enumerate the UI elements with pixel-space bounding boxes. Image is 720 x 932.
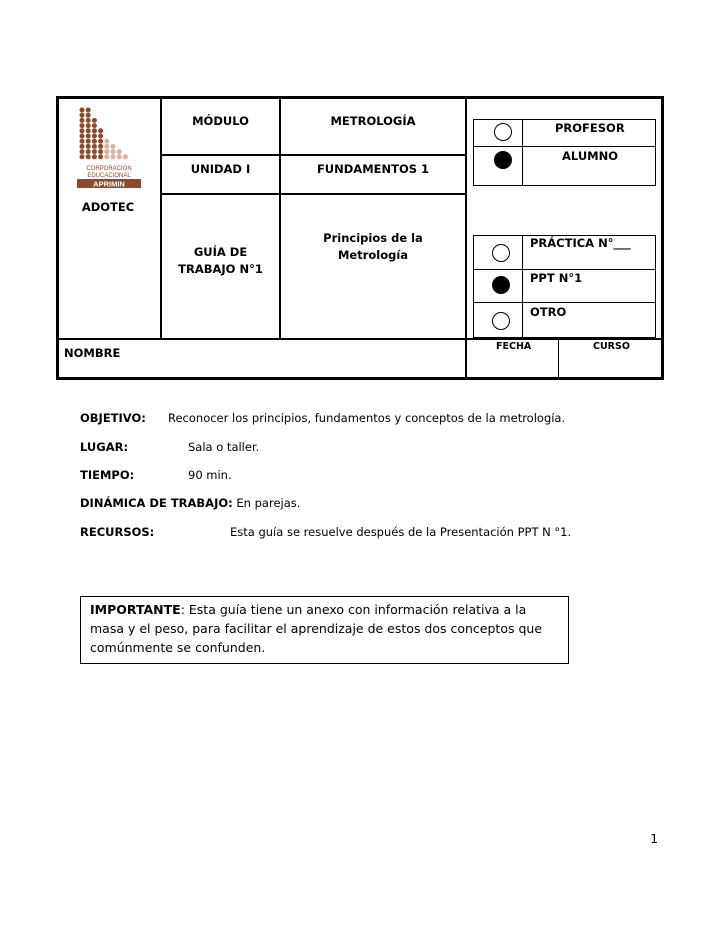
logo-dot [92,134,97,139]
logo-dot [86,139,91,144]
grid-line [160,154,466,156]
logo-dot [98,139,103,144]
org-name: ADOTEC [81,200,135,214]
guia-value-line2: Metrología [337,248,409,262]
fecha-label: FECHA [496,341,532,352]
logo-dot [86,123,91,128]
logo-dot [86,108,91,113]
logo-dot [123,154,128,159]
grid-line [473,146,656,147]
modulo-label: MÓDULO [192,114,249,128]
aprimin-logo [76,106,142,190]
logo-dot [80,123,85,128]
logo-dot [80,139,85,144]
lugar-value: Sala o taller. [188,440,260,454]
grid-line [473,302,656,303]
practica-label: PRÁCTICA N°___ [530,236,631,250]
otro-radio[interactable] [492,312,510,330]
dinamica-row [80,496,300,510]
logo-dot [98,134,103,139]
tiempo-label: TIEMPO: [80,468,135,482]
logo-dot [86,113,91,118]
logo-text-3: APRIMIN [93,179,125,189]
important-text: : Esta guía tiene un anexo con información relativa a la masa y el peso, para facilitar el aprendizaje de estos dos conceptos que comúnmente se confunden. [90,602,543,655]
alumno-radio[interactable] [494,151,512,169]
page-number: 1 [650,832,658,846]
objetivo-label: OBJETIVO: [80,411,146,425]
logo-dot [111,149,116,154]
otro-label: OTRO [530,305,567,319]
practica-radio[interactable] [492,244,510,262]
logo-dot [92,144,97,149]
logo-dot [92,154,97,159]
unidad-value: FUNDAMENTOS 1 [316,162,430,176]
alumno-label: ALUMNO [562,149,619,163]
logo-dot [86,149,91,154]
logo-dot [86,128,91,133]
logo-dot [80,149,85,154]
recursos-label: RECURSOS: [80,525,155,539]
objetivo-value: Reconocer los principios, fundamentos y conceptos de la metrología. [168,411,566,425]
grid-line [160,193,466,195]
tiempo-value: 90 min. [188,468,232,482]
logo-dot [117,154,122,159]
ppt-radio[interactable] [492,276,510,294]
grid-line [58,338,662,340]
profesor-radio[interactable] [494,123,512,141]
important-title: IMPORTANTE [90,602,181,617]
logo-dot [86,118,91,123]
logo-dot [86,134,91,139]
logo-dot [92,123,97,128]
grid-line [473,269,656,270]
logo-dot [111,144,116,149]
dinamica-value: En parejas. [236,496,301,510]
logo-dot [80,144,85,149]
logo-dot [92,149,97,154]
dinamica-label: DINÁMICA DE TRABAJO: [80,496,233,510]
logo-dot [86,144,91,149]
logo-dot [98,144,103,149]
recursos-value: Esta guía se resuelve después de la Presentación PPT N °1. [230,525,572,539]
logo-dot [98,128,103,133]
nombre-label: NOMBRE [64,346,121,360]
guia-label-line2: TRABAJO N°1 [178,262,263,276]
logo-dot [104,149,109,154]
grid-line [558,339,559,378]
grid-line [160,98,162,339]
logo-dot [80,113,85,118]
logo-dot [80,128,85,133]
logo-text-1: CORPORACION [86,166,132,172]
logo-dot [80,118,85,123]
profesor-label: PROFESOR [555,121,625,135]
grid-line [522,119,523,186]
important-note [80,596,569,664]
logo-dot [98,154,103,159]
logo-dot [104,154,109,159]
logo-dot [92,118,97,123]
logo-text-2: EDUCACIONAL [87,173,131,179]
tiempo-row [80,468,232,482]
logo-dot [104,139,109,144]
lugar-label: LUGAR: [80,440,129,454]
grid-line [465,98,467,378]
logo-dot [80,154,85,159]
unidad-label: UNIDAD I [190,162,251,176]
logo-dot [104,144,109,149]
logo-dot [117,149,122,154]
logo-dot [80,134,85,139]
objetivo-row [80,411,565,425]
modulo-value: METROLOGÍA [330,114,416,128]
grid-line [522,235,523,338]
lugar-row [80,440,259,454]
logo-dot [92,139,97,144]
grid-line [279,98,281,339]
logo-dot [80,108,85,113]
logo-dot [111,154,116,159]
logo-dot [98,149,103,154]
recursos-row [80,525,571,539]
guia-label-line1: GUÍA DE [193,245,248,259]
guia-value-line1: Principios de la [323,231,423,245]
curso-label: CURSO [593,341,630,352]
ppt-label: PPT N°1 [530,271,583,285]
logo-dot [92,128,97,133]
logo-dot [86,154,91,159]
